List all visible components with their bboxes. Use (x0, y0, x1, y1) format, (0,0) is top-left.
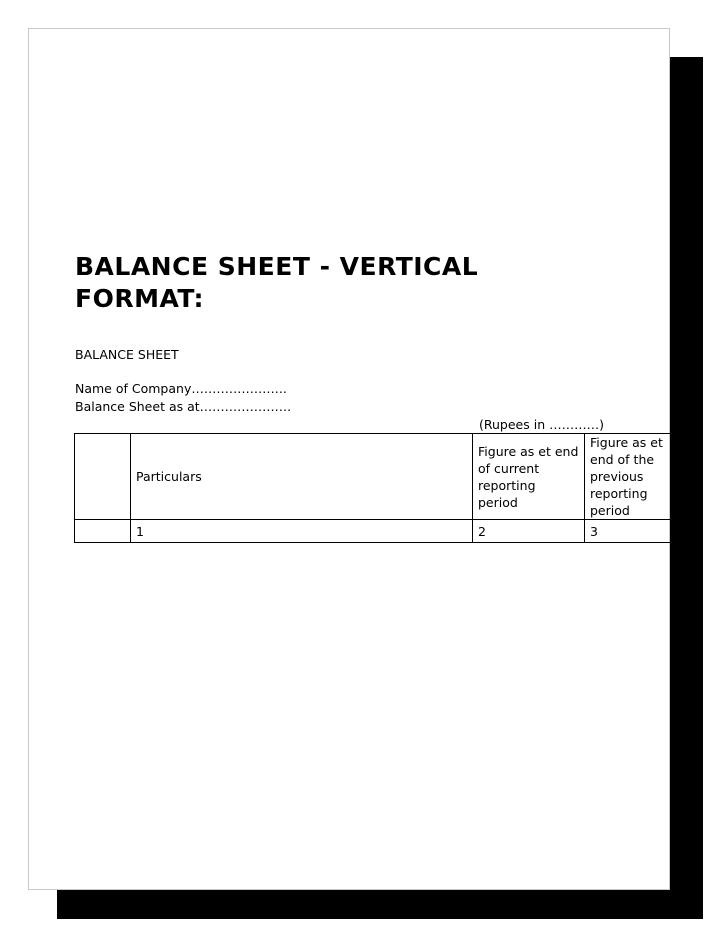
subheading: BALANCE SHEET (75, 347, 179, 362)
header-cell-previous-period: Figure as et end of the previous reporting period (585, 434, 673, 520)
balance-sheet-table (74, 433, 673, 543)
balance-sheet-date-line: Balance Sheet as at…………………. (75, 399, 292, 414)
currency-unit-note: (Rupees in …………) (479, 417, 604, 432)
header-cell-particulars: Particulars (131, 434, 473, 520)
header-cell-current-period: Figure as et end of current reporting period (473, 434, 585, 520)
document-title: BALANCE SHEET - VERTICAL FORMAT: (75, 252, 479, 313)
company-name-line: Name of Company………………….. (75, 381, 287, 396)
table-header-row (75, 434, 673, 520)
table-cell: 1 (131, 520, 473, 543)
document-page (28, 28, 670, 890)
table-cell: 2 (473, 520, 585, 543)
table-cell: 3 (585, 520, 673, 543)
header-cell-blank (75, 434, 131, 520)
table-row (75, 520, 673, 543)
table-cell (75, 520, 131, 543)
